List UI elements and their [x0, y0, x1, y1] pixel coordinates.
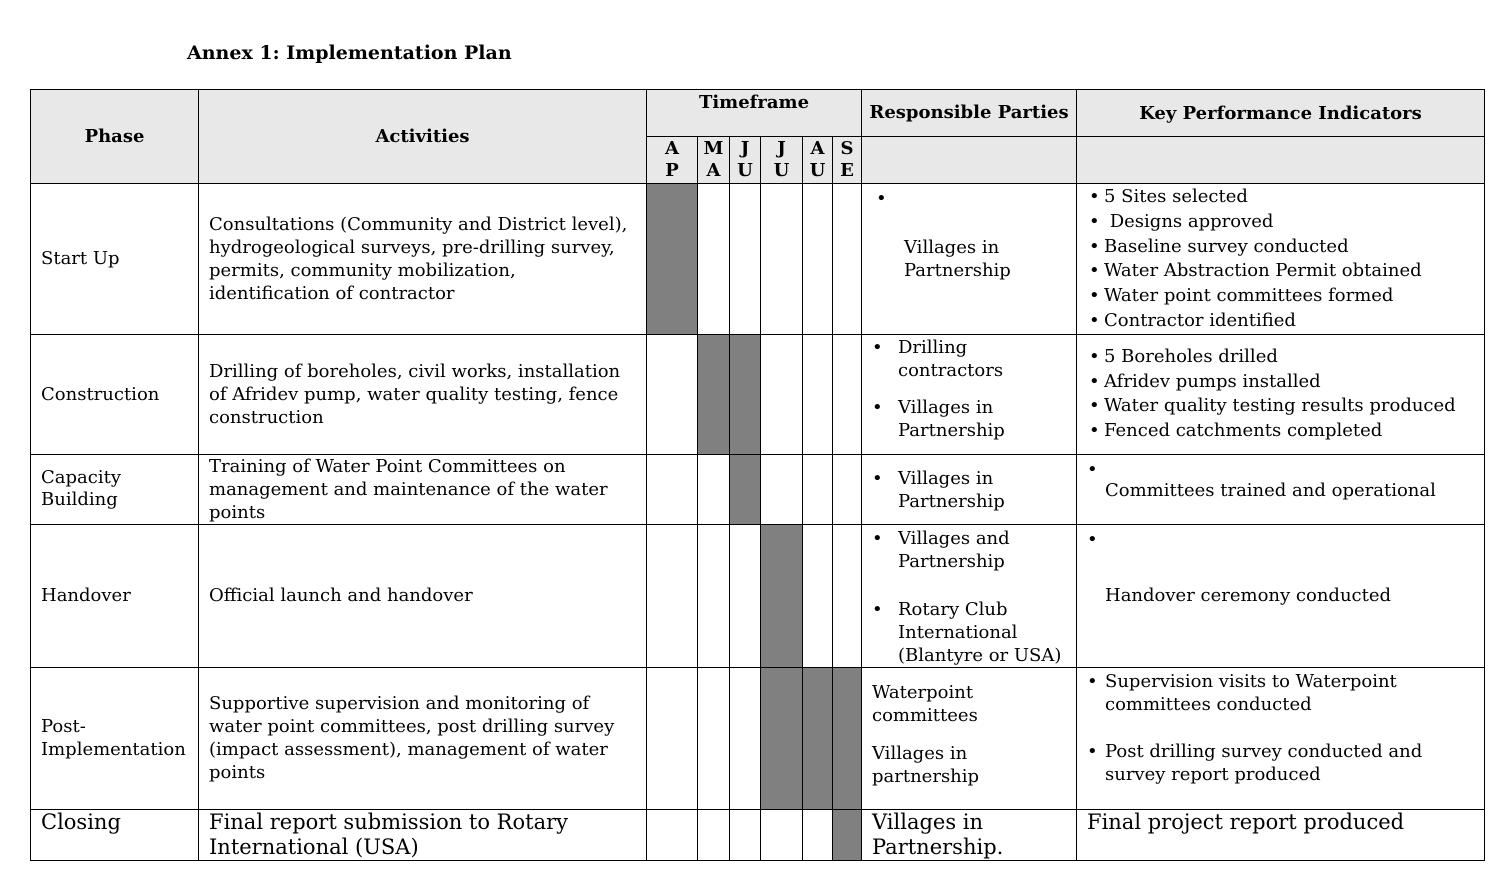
timeframe-cell — [647, 334, 698, 454]
activities-cell: Official launch and handover — [199, 524, 647, 667]
timeframe-cell-active — [833, 667, 862, 809]
kpi-item: • Post drilling survey conducted and survey report produced — [1077, 740, 1484, 786]
timeframe-cell — [730, 809, 761, 860]
responsible-cell — [862, 184, 1077, 335]
kpi-cell — [1077, 667, 1485, 809]
timeframe-cell — [833, 454, 862, 524]
month-header: S E — [833, 137, 862, 184]
timeframe-cell — [833, 184, 862, 335]
timeframe-cell — [761, 809, 803, 860]
timeframe-cell — [730, 184, 761, 335]
activities-cell: Consultations (Community and District level), hydrogeological surveys, pre-drilling survey, permits, community mobilization, identification of contractor — [199, 184, 647, 335]
responsible-subheader — [862, 137, 1077, 184]
phase-cell: Construction — [31, 334, 199, 454]
kpi-item: • Afridev pumps installed — [1077, 370, 1484, 395]
responsible-item: Villages in Partnership — [904, 237, 1011, 281]
timeframe-cell — [698, 809, 730, 860]
responsible-item: • Drilling contractors — [862, 336, 1076, 382]
kpi-cell — [1077, 184, 1485, 335]
month-header: J U — [761, 137, 803, 184]
activities-cell: Final report submission to Rotary International (USA) — [199, 809, 647, 860]
kpi-item: • Contractor identified — [1077, 309, 1484, 334]
responsible-cell — [862, 524, 1077, 667]
timeframe-cell-active — [833, 809, 862, 860]
timeframe-cell — [647, 667, 698, 809]
timeframe-cell — [803, 334, 833, 454]
implementation-plan-table — [30, 89, 1485, 861]
responsible-cell — [862, 454, 1077, 524]
month-header: A P — [647, 137, 698, 184]
month-header: J U — [730, 137, 761, 184]
responsible-cell — [862, 667, 1077, 809]
page-title: Annex 1: Implementation Plan — [187, 42, 512, 64]
responsible-cell: Villages in Partnership. — [862, 809, 1077, 860]
kpi-item: • Fenced catchments completed — [1077, 419, 1484, 444]
kpi-item: • Water Abstraction Permit obtained — [1077, 259, 1484, 284]
phase-cell: Capacity Building — [31, 454, 199, 524]
kpi-cell — [1077, 334, 1485, 454]
timeframe-cell — [647, 524, 698, 667]
timeframe-cell — [647, 809, 698, 860]
kpi-item: • Water quality testing results produced — [1077, 394, 1484, 419]
header-activities: Activities — [199, 90, 647, 184]
timeframe-cell — [730, 524, 761, 667]
kpi-item: • Water point committees formed — [1077, 284, 1484, 309]
timeframe-cell-active — [803, 667, 833, 809]
kpi-item: • 5 Sites selected — [1077, 185, 1484, 210]
timeframe-cell-active — [647, 184, 698, 335]
responsible-cell — [862, 334, 1077, 454]
kpi-item: • Baseline survey conducted — [1077, 235, 1484, 260]
kpi-item: • Supervision visits to Waterpoint committees conducted — [1077, 670, 1484, 716]
timeframe-cell — [698, 454, 730, 524]
timeframe-cell-active — [730, 454, 761, 524]
header-kpi: Key Performance Indicators — [1077, 90, 1485, 137]
table-row — [31, 454, 1485, 524]
responsible-item: • Villages in Partnership — [862, 467, 1076, 513]
activities-cell: Supportive supervision and monitoring of water point committees, post drilling survey (impact assessment), management of water points — [199, 667, 647, 809]
timeframe-cell — [761, 454, 803, 524]
timeframe-cell — [803, 524, 833, 667]
header-timeframe: Timeframe — [647, 90, 862, 137]
kpi-cell: Final project report produced — [1077, 809, 1485, 860]
kpi-cell — [1077, 454, 1485, 524]
kpi-item: • 5 Boreholes drilled — [1077, 345, 1484, 370]
header-phase: Phase — [31, 90, 199, 184]
timeframe-cell — [698, 184, 730, 335]
table-row — [31, 809, 1485, 860]
timeframe-cell-active — [698, 334, 730, 454]
timeframe-cell — [803, 184, 833, 335]
kpi-item: Handover ceremony conducted — [1105, 584, 1392, 606]
phase-cell: Closing — [31, 809, 199, 860]
bullet-icon: • — [1087, 528, 1098, 550]
kpi-subheader — [1077, 137, 1485, 184]
timeframe-cell — [803, 454, 833, 524]
bullet-icon: • — [1087, 458, 1098, 480]
phase-cell: Start Up — [31, 184, 199, 335]
table-row — [31, 334, 1485, 454]
header-responsible: Responsible Parties — [862, 90, 1077, 137]
timeframe-cell-active — [761, 524, 803, 667]
responsible-item: • Villages in Partnership — [862, 396, 1076, 442]
phase-cell: Post-Implementation — [31, 667, 199, 809]
timeframe-cell-active — [761, 667, 803, 809]
timeframe-cell — [761, 334, 803, 454]
timeframe-cell — [647, 454, 698, 524]
responsible-item: Waterpoint committees — [872, 681, 978, 726]
table-row — [31, 184, 1485, 335]
activities-cell: Drilling of boreholes, civil works, installation of Afridev pump, water quality testing, fence construction — [199, 334, 647, 454]
table-row — [31, 667, 1485, 809]
kpi-item: Committees trained and operational — [1105, 479, 1436, 501]
timeframe-cell — [833, 334, 862, 454]
timeframe-cell — [698, 667, 730, 809]
kpi-item: • Designs approved — [1077, 210, 1484, 235]
responsible-item: • Villages and Partnership — [862, 527, 1076, 573]
timeframe-cell — [803, 809, 833, 860]
timeframe-cell-active — [730, 334, 761, 454]
timeframe-cell — [761, 184, 803, 335]
responsible-item: Villages in partnership — [872, 742, 980, 787]
activities-cell: Training of Water Point Committees on management and maintenance of the water points — [199, 454, 647, 524]
responsible-item: • Rotary Club International (Blantyre or USA) — [862, 598, 1076, 667]
month-header: A U — [803, 137, 833, 184]
table-row — [31, 524, 1485, 667]
kpi-cell — [1077, 524, 1485, 667]
phase-cell: Handover — [31, 524, 199, 667]
timeframe-cell — [698, 524, 730, 667]
timeframe-cell — [730, 667, 761, 809]
bullet-icon: • — [876, 188, 887, 209]
month-header: M A — [698, 137, 730, 184]
timeframe-cell — [833, 524, 862, 667]
